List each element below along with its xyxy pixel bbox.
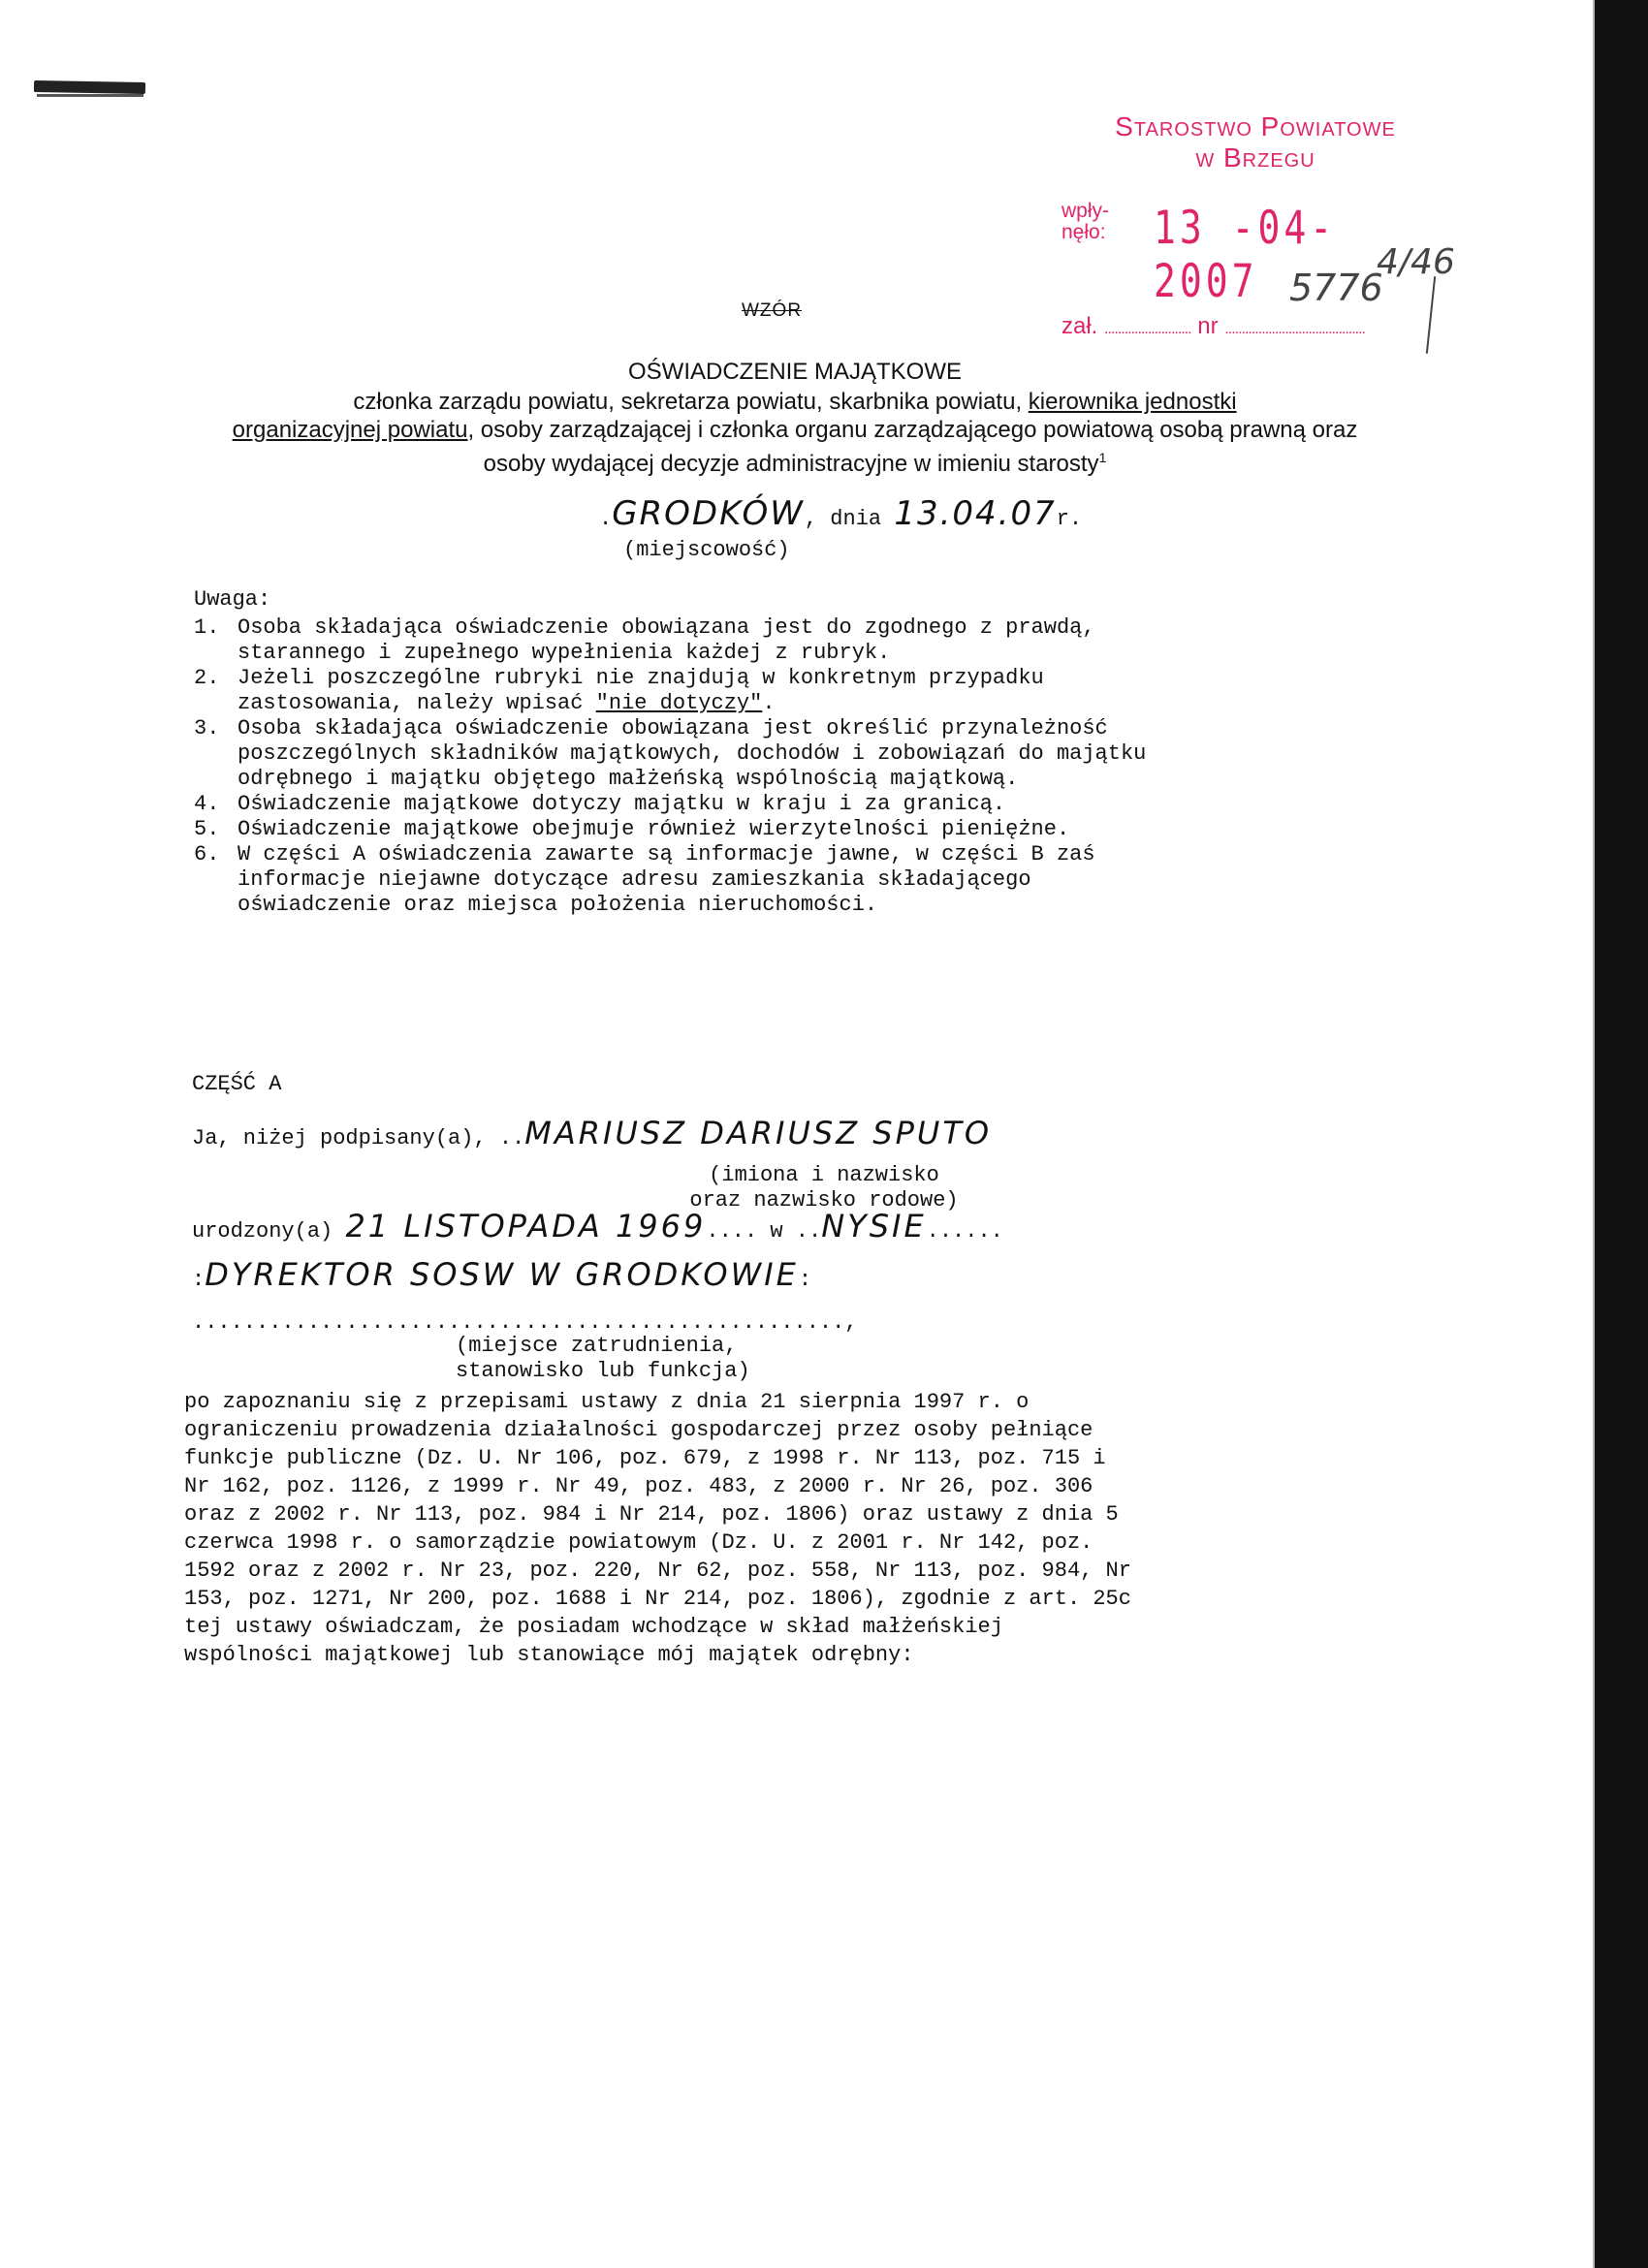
name-caption: (imiona i nazwisko oraz nazwisko rodowe) <box>689 1163 959 1213</box>
in-label: w <box>770 1219 783 1244</box>
name-value: MARIUSZ DARIUSZ SPUTO <box>524 1115 993 1151</box>
job-dots-row: ..................................................., <box>192 1310 858 1335</box>
place-value: GRODKÓW <box>612 494 805 533</box>
note-item: 4. Oświadczenie majątkowe dotyczy majątku w kraju i za granicą. <box>194 792 1006 816</box>
subtitle-part-a: członka zarządu powiatu, sekretarza powiatu, skarbnika powiatu, <box>353 389 1029 415</box>
stamp-hand-fraction: 4/46 <box>1377 242 1455 282</box>
job-value: DYREKTOR SOSW W GRODKOWIE <box>205 1256 799 1293</box>
scan-edge-line <box>1593 0 1595 2268</box>
born-row: urodzony(a) 21 LISTOPADA 1969.... w ..NYSIE...... <box>192 1208 1003 1244</box>
born-label: urodzony(a) <box>192 1219 333 1244</box>
stamp-dots: .......................... <box>1104 321 1191 337</box>
note-item: 1. Osoba składająca oświadczenie obowiązana jest do zgodnego z prawdą, starannego i zupełnego wypełnienia każdej z rubryk. <box>194 615 1095 665</box>
scan-mark <box>34 80 145 94</box>
place-caption: (miejscowość) <box>623 538 790 562</box>
document-title: OŚWIADCZENIE MAJĄTKOWE <box>627 359 962 385</box>
signed-label: Ja, niżej podpisany(a), <box>192 1126 487 1150</box>
wzor-label: WZÓR <box>742 300 803 321</box>
stamp-dots-2: .......................................... <box>1224 321 1365 337</box>
notes-heading: Uwaga: <box>194 587 271 612</box>
note-item: 5. Oświadczenie majątkowe obejmuje również wierzytelności pieniężne. <box>194 817 1070 841</box>
stamp-office <box>1057 111 1454 173</box>
stamp-office-line2: w Brzegu <box>1195 142 1315 173</box>
born-value: 21 LISTOPADA 1969 <box>345 1208 707 1244</box>
signed-row: Ja, niżej podpisany(a), ..MARIUSZ DARIUSZ SPUTO <box>192 1115 993 1151</box>
born-place: NYSIE <box>821 1208 927 1244</box>
stamp-hand-number: 5776 <box>1289 267 1383 309</box>
document-subtitle <box>213 388 1377 478</box>
stamp-attachment-label: zał. <box>1062 313 1098 339</box>
date-value: 13.04.07 <box>894 494 1057 533</box>
scan-mark-line <box>37 94 143 97</box>
stamp-received-date: 13 -04- 2007 <box>1154 201 1337 307</box>
declaration-body: po zapoznaniu się z przepisami ustawy z dnia 21 sierpnia 1997 r. o ograniczeniu prowadzenia działalności gospodarczej przez osoby pełniące funkcje publiczne (Dz. U. Nr 106, poz. 679, z 1998 r. Nr 113, poz. 715 i Nr 162, poz. 1126, z 1999 r. Nr 49, poz. 483, z 2000 r. Nr 26, poz. 306 oraz z 2002 r. Nr 113, poz. 984 i Nr 214, poz. 1806) oraz ustawy z dnia 5 czerwca 1998 r. o samorządzie powiatowym (Dz. U. z 2001 r. Nr 142, poz. 1592 oraz z 2002 r. Nr 23, poz. 220, Nr 62, poz. 558, Nr 113, poz. 984, Nr 153, poz. 1271, Nr 200, poz. 1688 i Nr 214, poz. 1806), zgodnie z art. 25c tej ustawy oświadczam, że posiadam wchodzące w skład małżeńskiej wspólności majątkowej lub stanowiące mój majątek odrębny: <box>184 1390 1131 1667</box>
note-item: 2. Jeżeli poszczególne rubryki nie znajdują w konkretnym przypadku zastosowania, należy wpisać "nie dotyczy". <box>194 666 1044 715</box>
r-suffix: r. <box>1056 507 1083 531</box>
subtitle-underlined-2: organizacyjnej powiatu <box>232 417 468 443</box>
note-item: 3. Osoba składająca oświadczenie obowiązana jest określić przynależność poszczególnych składników majątkowych, dochodów i zobowiązań do majątku odrębnego i majątku objętego małżeńską wspólnością majątkową. <box>194 716 1147 791</box>
note-item: 6. W części A oświadczenia zawarte są informacje jawne, w części B zaś informacje niejawne dotyczące adresu zamieszkania składającego oświadczenie oraz miejsca położenia nieruchomości. <box>194 842 1095 917</box>
job-row: :DYREKTOR SOSW W GRODKOWIE: <box>192 1256 812 1293</box>
place-date-line: .GRODKÓW, dnia 13.04.07r. <box>599 494 1083 533</box>
stamp-number-label: nr <box>1197 313 1219 339</box>
subtitle-underlined-1: kierownika jednostki <box>1028 389 1237 415</box>
part-a-heading: CZĘŚĆ A <box>192 1072 282 1096</box>
subtitle-part-b: , osoby zarządzającej i członka organu zarządzającego powiatową osobą prawną oraz osoby wydającej decyzje administracyjne w imieniu starosty <box>467 417 1358 477</box>
notes-section <box>194 587 1163 918</box>
job-caption: (miejsce zatrudnienia, stanowisko lub funkcja) <box>456 1334 750 1383</box>
stamp-office-line1: Starostwo Powiatowe <box>1115 111 1396 142</box>
reception-stamp <box>1047 111 1454 354</box>
stamp-attachment-row <box>1062 313 1365 340</box>
footnote-mark: 1 <box>1098 450 1107 465</box>
scan-border <box>1595 0 1648 2268</box>
stamp-received-label: wpły- nęło: <box>1062 200 1110 243</box>
date-label: , dnia <box>804 507 882 531</box>
